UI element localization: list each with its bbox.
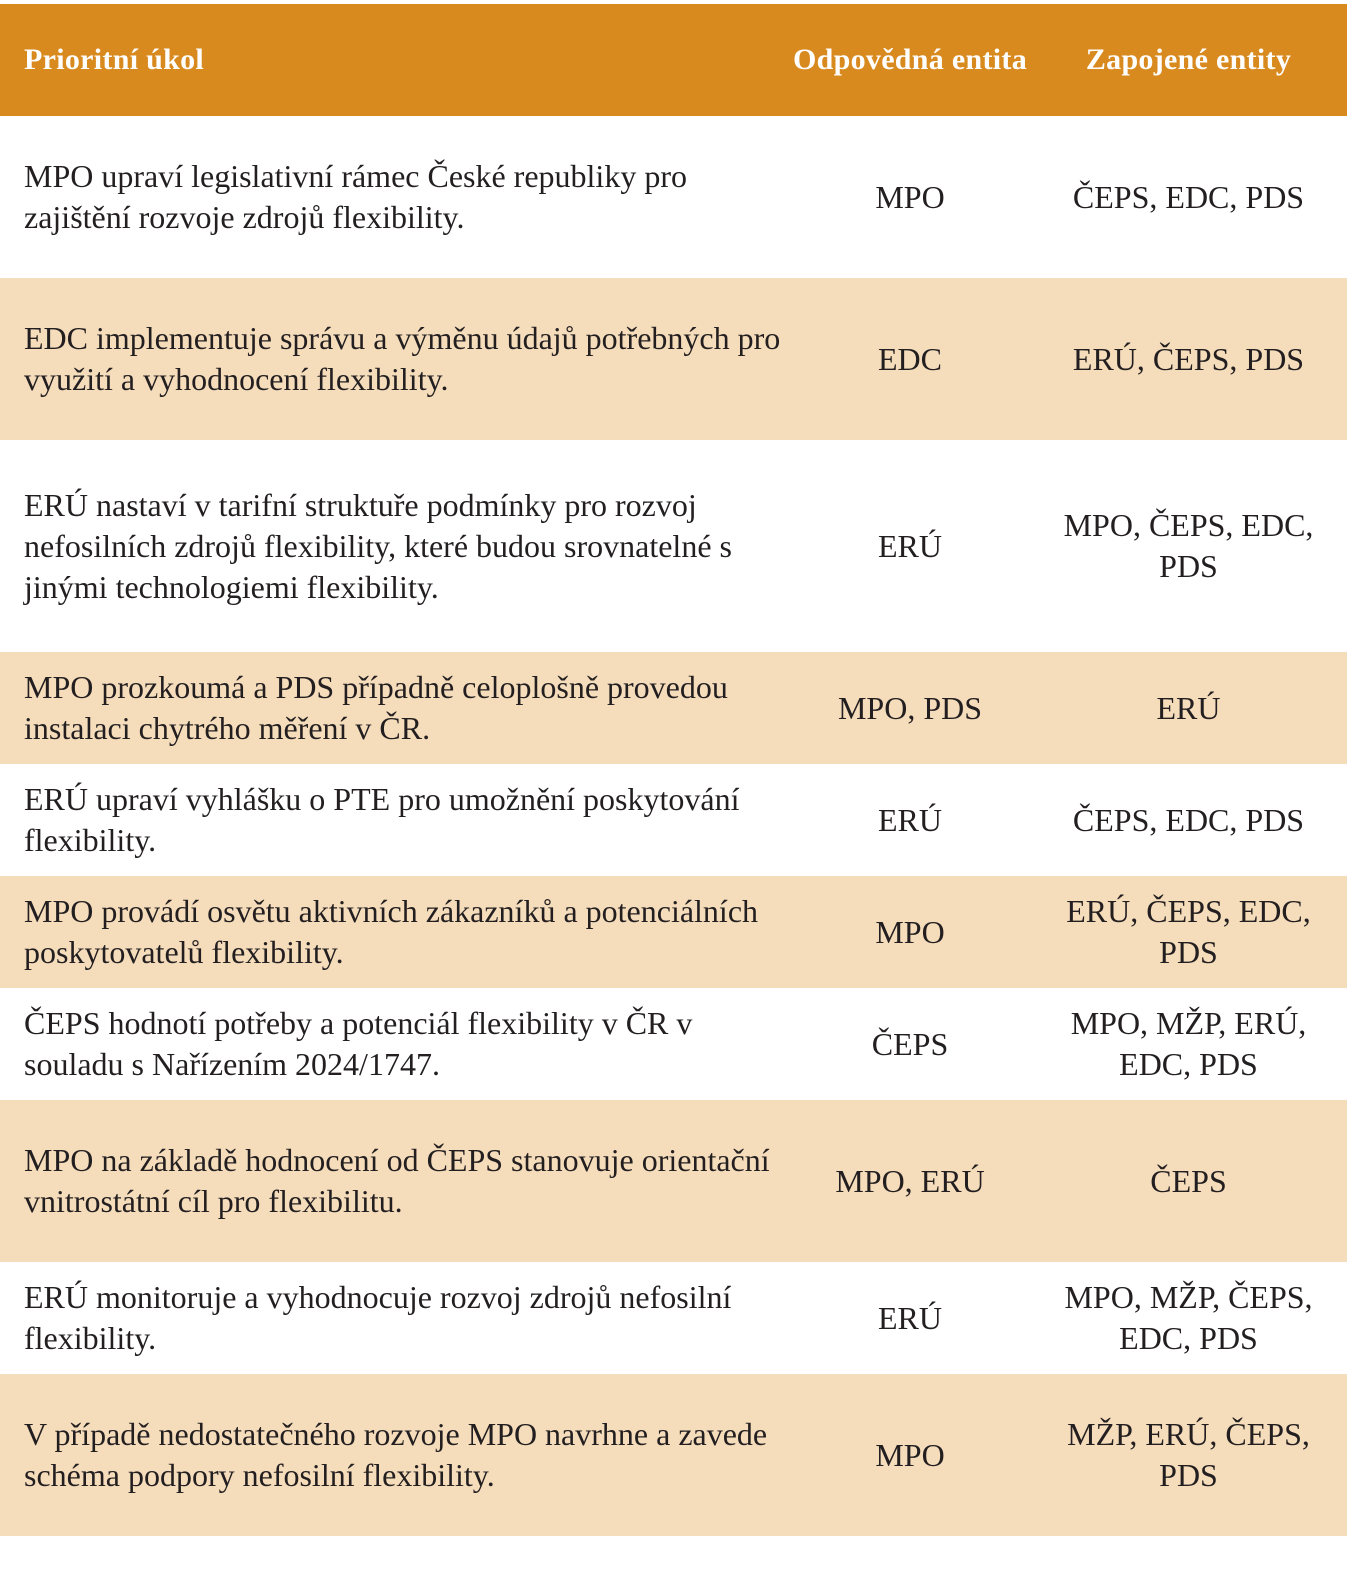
table-header	[0, 4, 1347, 116]
involved-cell: MPO, ČEPS, EDC, PDS	[1063, 507, 1314, 584]
responsible-cell: EDC	[878, 340, 942, 377]
task-cell: MPO prozkoumá a PDS případně celoplošně provedou instalaci chytrého měření v ČR.	[24, 669, 728, 746]
table-row	[0, 652, 1347, 764]
table-row	[0, 1100, 1347, 1262]
table-row	[0, 116, 1347, 278]
involved-cell: MŽP, ERÚ, ČEPS, PDS	[1067, 1416, 1310, 1493]
table-row	[0, 764, 1347, 876]
responsible-cell: ERÚ	[878, 527, 942, 564]
task-cell: ČEPS hodnotí potřeby a potenciál flexibility v ČR v souladu s Nařízením 2024/1747.	[24, 1005, 693, 1082]
responsible-cell: ČEPS	[871, 1025, 949, 1062]
task-cell: V případě nedostatečného rozvoje MPO navrhne a zavede schéma podpory nefosilní flexibility.	[24, 1416, 768, 1493]
task-cell: ERÚ nastaví v tarifní struktuře podmínky pro rozvoj nefosilních zdrojů flexibility, které budou srovnatelné s jinými technologiemi flexibility.	[24, 486, 732, 605]
header-involved: Zapojené entity	[1085, 43, 1292, 76]
responsible-cell: MPO	[875, 1436, 945, 1473]
involved-cell: ERÚ, ČEPS, EDC, PDS	[1066, 893, 1311, 970]
task-cell: MPO na základě hodnocení od ČEPS stanovuje orientační vnitrostátní cíl pro flexibilitu.	[24, 1142, 770, 1219]
task-cell: EDC implementuje správu a výměnu údajů potřebných pro využití a vyhodnocení flexibility.	[24, 320, 781, 397]
responsible-cell: MPO	[875, 913, 945, 950]
responsible-cell: MPO, PDS	[837, 689, 983, 726]
involved-cell: ČEPS, EDC, PDS	[1072, 178, 1305, 215]
involved-cell: ČEPS	[1150, 1162, 1227, 1199]
involved-cell: MPO, MŽP, ČEPS, EDC, PDS	[1064, 1279, 1313, 1356]
header-task: Prioritní úkol	[24, 43, 205, 76]
task-cell: ERÚ upraví vyhlášku o PTE pro umožnění poskytování flexibility.	[24, 781, 740, 858]
table-row	[0, 876, 1347, 988]
involved-cell: ČEPS, EDC, PDS	[1072, 801, 1305, 838]
task-cell: MPO upraví legislativní rámec České republiky pro zajištění rozvoje zdrojů flexibility.	[24, 158, 687, 235]
responsible-cell: MPO	[875, 178, 945, 215]
task-cell: ERÚ monitoruje a vyhodnocuje rozvoj zdrojů nefosilní flexibility.	[24, 1279, 732, 1356]
table-row	[0, 1262, 1347, 1374]
involved-cell: ERÚ, ČEPS, PDS	[1072, 340, 1305, 377]
involved-cell: MPO, MŽP, ERÚ, EDC, PDS	[1070, 1005, 1307, 1082]
responsible-cell: ERÚ	[878, 1299, 942, 1336]
table-row	[0, 1374, 1347, 1536]
table-row	[0, 988, 1347, 1100]
involved-cell: ERÚ	[1156, 689, 1221, 726]
task-cell: MPO provádí osvětu aktivních zákazníků a potenciálních poskytovatelů flexibility.	[24, 893, 759, 970]
table-row	[0, 278, 1347, 440]
header-responsible: Odpovědná entita	[792, 43, 1027, 76]
responsible-cell: MPO, ERÚ	[835, 1162, 985, 1199]
priority-tasks-table	[0, 4, 1347, 1536]
responsible-cell: ERÚ	[878, 801, 942, 838]
table-row	[0, 440, 1347, 652]
